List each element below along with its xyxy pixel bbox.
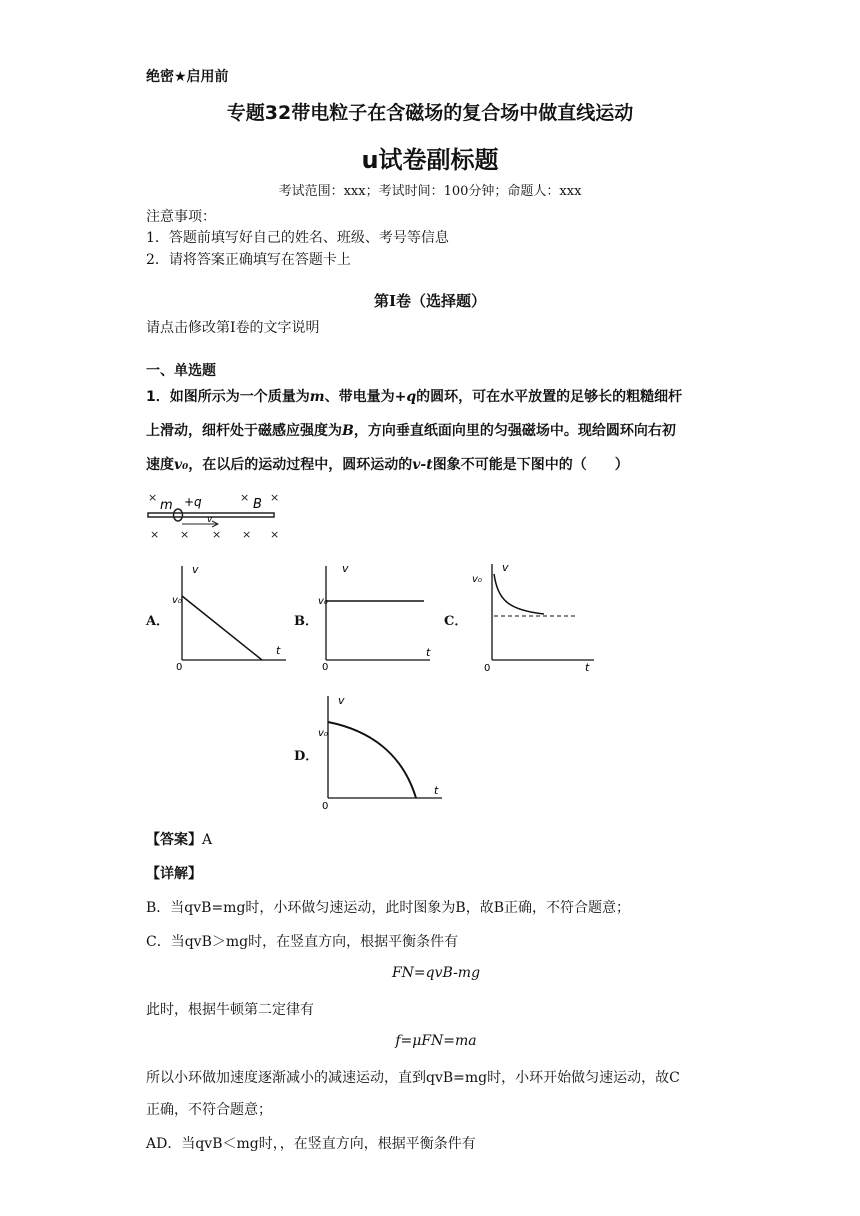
section-note: 请点击修改第I卷的文字说明 [146, 320, 320, 336]
mass-label: m [160, 498, 173, 513]
detail-line-8: AD．当qvB＜mg时，，在竖直方向，根据平衡条件有 [146, 1136, 476, 1152]
var-q: q [406, 389, 417, 405]
origin-label: 0 [322, 801, 329, 810]
v-axis-label: v [502, 561, 509, 574]
question-line-2 [146, 414, 726, 448]
question-text-3c: 图象不可能是下图中的（ ） [432, 457, 629, 473]
field-crosses-bottom [150, 528, 279, 541]
var-v0: v₀ [174, 457, 189, 473]
cross-mark: × [240, 491, 250, 504]
origin-label: 0 [176, 662, 183, 673]
question-line-1 [146, 380, 726, 414]
origin-label: 0 [484, 663, 491, 674]
question-text-1b: 、带电量为+ [324, 389, 407, 405]
question-text-3a: 速度 [146, 457, 174, 473]
notice-heading: 注意事项： [146, 209, 216, 225]
answer-value: A [202, 832, 213, 848]
question-text-1a: 如图所示为一个质量为 [169, 389, 310, 405]
question-text-3b: ，在以后的运动过程中，圆环运动的 [188, 457, 413, 473]
charge-label: +q [184, 495, 202, 509]
v0-label: v₀ [318, 728, 328, 739]
t-axis-label: t [434, 784, 439, 797]
question-1 [146, 380, 726, 482]
cross-mark: × [242, 528, 252, 541]
detail-line-6: 所以小环做加速度逐渐减小的减速运动，直到qvB=mg时，小环开始做匀速运动，故C [146, 1070, 680, 1086]
cross-mark: × [212, 528, 222, 541]
cross-mark: × [180, 528, 190, 541]
question-text-1c: 的圆环，可在水平放置的足够长的粗糙细杆 [416, 389, 683, 405]
equation-normal-force: FN=qvB-mg [391, 965, 481, 981]
setup-figure [140, 488, 290, 548]
option-d-graph [318, 692, 448, 810]
v-axis-label: v [192, 563, 199, 576]
origin-label: 0 [322, 662, 329, 673]
section-title: 第I卷（选择题） [373, 292, 487, 310]
cross-mark: × [270, 491, 280, 504]
ring [174, 509, 183, 521]
confidential-mark: 绝密★启用前 [146, 69, 229, 85]
question-text-2b: ，方向垂直纸面向里的匀强磁场中。现给圆环向右初 [353, 423, 676, 439]
cross-mark: × [150, 528, 160, 541]
var-m: m [309, 389, 325, 405]
notice-item-1: 1．答题前填写好自己的姓名、班级、考号等信息 [146, 230, 449, 246]
option-c-graph [472, 560, 602, 675]
t-axis-label: t [585, 661, 590, 674]
t-axis-label: t [276, 644, 281, 657]
cross-mark: × [270, 528, 280, 541]
detail-label: 【详解】 [146, 866, 202, 882]
var-vt: v-t [412, 457, 433, 473]
detail-line-7: 正确，不符合题意； [146, 1102, 272, 1118]
option-c-label: C． [444, 614, 468, 629]
curve-accelerating-decrease [328, 722, 416, 798]
v0-label: v₀ [172, 595, 182, 606]
notice-item-2: 2．请将答案正确填写在答题卡上 [146, 252, 351, 268]
curve-linear-decrease [182, 596, 262, 660]
v0-label: v₀ [318, 596, 328, 607]
option-a-graph [172, 560, 292, 675]
document-subtitle: u试卷副标题 [361, 146, 499, 174]
question-text-2a: 上滑动，细杆处于磁感应强度为 [146, 423, 342, 439]
question-number: 1． [146, 389, 170, 405]
v0-label: v₀ [472, 574, 482, 585]
question-line-3 [146, 448, 726, 482]
option-a-label: A． [146, 614, 170, 629]
v-axis-label: v [338, 694, 345, 707]
answer-label: 【答案】 [146, 832, 202, 848]
equation-newton: f=μFN=ma [395, 1033, 477, 1049]
v-axis-label: v [342, 562, 349, 575]
detail-line-2: C．当qvB＞mg时，在竖直方向，根据平衡条件有 [146, 934, 459, 950]
option-d-label: D． [294, 749, 319, 764]
exam-info: 考试范围：xxx；考试时间：100分钟；命题人：xxx [278, 184, 582, 199]
document-title: 专题32带电粒子在含磁场的复合场中做直线运动 [226, 102, 634, 124]
curve-decay [494, 574, 544, 614]
part-title: 一、单选题 [146, 363, 216, 379]
velocity-label: v [207, 515, 213, 525]
option-b-label: B． [294, 614, 318, 629]
answer-line [146, 829, 726, 849]
field-label: B [253, 497, 262, 512]
cross-mark: × [148, 491, 158, 504]
option-b-graph [316, 560, 436, 675]
t-axis-label: t [426, 646, 431, 659]
detail-line-1: B．当qvB=mg时，小环做匀速运动，此时图象为B，故B正确，不符合题意； [146, 900, 630, 916]
var-B: B [342, 423, 354, 439]
detail-line-4: 此时，根据牛顿第二定律有 [146, 1002, 314, 1018]
